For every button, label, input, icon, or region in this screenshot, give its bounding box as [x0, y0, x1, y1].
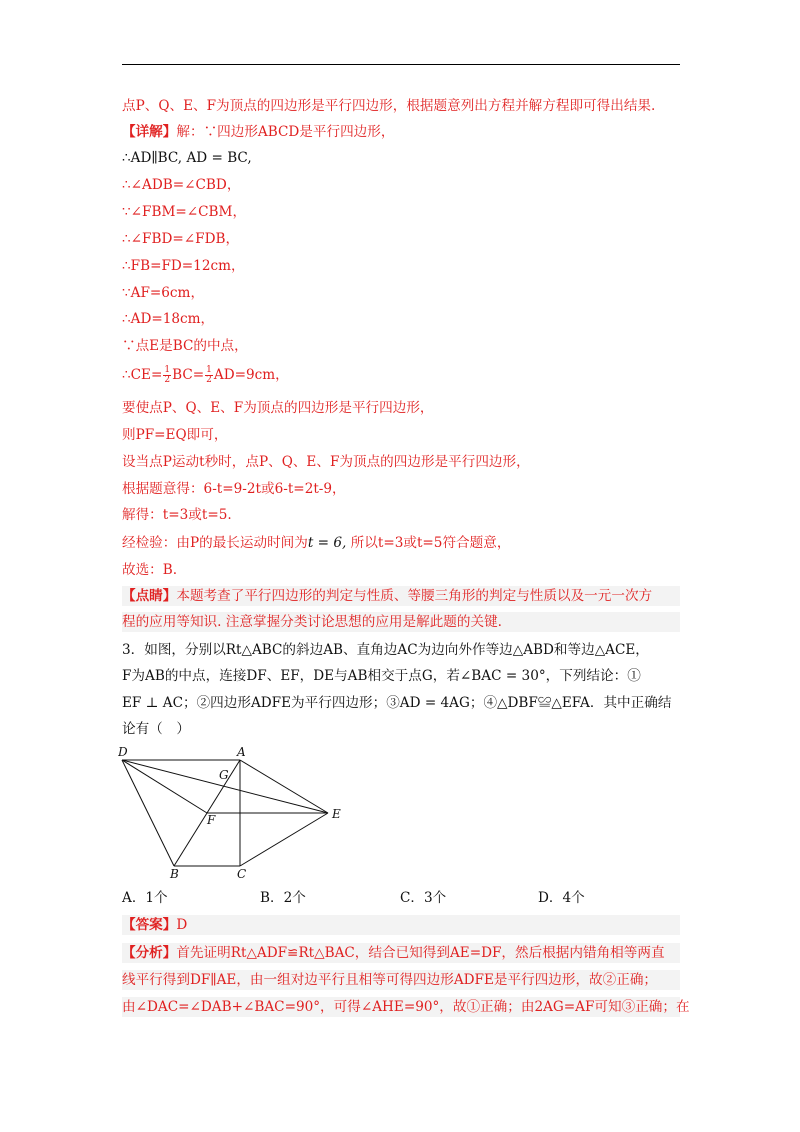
text-line: 故选：B.: [122, 562, 178, 578]
question-line: 3．如图，分别以Rt△ABC的斜边AB、直角边AC为边向外作等边△ABD和等边△ACE，: [122, 642, 649, 658]
text-line: 【点睛】本题考查了平行四边形的判定与性质、等腰三角形的判定与性质以及一元一次方: [122, 586, 680, 606]
comment-label: 【点睛】: [122, 588, 177, 604]
figure-label: B: [170, 867, 179, 881]
answer-value: D: [176, 917, 188, 933]
text-line: 根据题意得：6-t=9-2t或6-t=2t-9，: [122, 481, 346, 497]
text-line: ∴FB=FD=12cm，: [122, 258, 245, 274]
figure-label: F: [207, 813, 216, 827]
option-c[interactable]: C．3个: [400, 890, 447, 906]
text-line: ∵点E是BC的中点，: [122, 338, 248, 354]
figure-label: E: [332, 807, 341, 821]
question-line: F为AB的中点，连接DF、EF，DE与AB相交于点G，若∠BAC = 30°，下列结论：①: [122, 668, 641, 684]
text-line: 【详解】解：∵四边形ABCD是平行四边形，: [122, 124, 395, 140]
question-line: EF ⊥ AC；②四边形ADFE为平行四边形；③AD = 4AG；④△DBF≌△EFA．其中正确结: [122, 695, 672, 711]
analysis-line: 线平行得到DF∥AE，由一组对边平行且相等可得四边形ADFE是平行四边形，故②正确；: [122, 970, 680, 990]
text-line: ∴AD∥BC, AD = BC,: [122, 150, 252, 166]
figure-label: C: [237, 867, 247, 881]
text-line: ∴∠ADB=∠CBD，: [122, 177, 241, 193]
fraction-half: $\frac{1}{2}$: [206, 365, 212, 385]
fraction-half: $\frac{1}{2}$: [164, 365, 171, 385]
option-a[interactable]: A．1个: [122, 890, 168, 906]
header-rule: [122, 64, 680, 65]
text-line: ∴∠FBD=∠FDB，: [122, 231, 240, 247]
text-line: 则PF=EQ即可，: [122, 427, 228, 443]
figure-label: G: [219, 768, 229, 782]
option-b[interactable]: B．2个: [260, 890, 306, 906]
text-line: 要使点P、Q、E、F为顶点的四边形是平行四边形，: [122, 400, 434, 416]
text-line: ∴CE= $\frac{1}{2}$ BC= $\frac{1}{2}$ AD=9cm，: [122, 365, 289, 385]
answer-label: 【答案】: [122, 917, 177, 933]
figure-label: A: [237, 745, 246, 759]
geometry-figure: [118, 742, 348, 882]
analysis-line: 由∠DAC=∠DAB+∠BAC=90°，可得∠AHE=90°，故①正确；由2AG=AF可知③正确；在: [122, 999, 690, 1015]
text-line: 程的应用等知识. 注意掌握分类讨论思想的应用是解此题的关键.: [122, 612, 680, 632]
analysis-label: 【分析】: [122, 945, 177, 961]
text-line: ∴AD=18cm，: [122, 311, 215, 327]
analysis-line: 【分析】首先证明Rt△ADF≌Rt△BAC，结合已知得到AE=DF，然后根据内错角相等两直: [122, 943, 680, 963]
text-line: ∵AF=6cm，: [122, 285, 205, 301]
text-line: 经检验：由P的最长运动时间为t = 6, 所以t=3或t=5符合题意，: [122, 535, 511, 551]
answer-line: [122, 915, 680, 935]
text-line: 点P、Q、E、F为顶点的四边形是平行四边形，根据题意列出方程并解方程即可得出结果.: [122, 98, 656, 114]
text-line: 解得：t=3或t=5.: [122, 507, 232, 523]
question-line: 论有（ ）: [122, 721, 190, 737]
figure-label: D: [118, 745, 128, 759]
text-line: ∵∠FBM=∠CBM，: [122, 204, 247, 220]
detail-label: 【详解】: [122, 124, 177, 140]
text-line: 设当点P运动t秒时，点P、Q、E、F为顶点的四边形是平行四边形，: [122, 454, 530, 470]
option-d[interactable]: D．4个: [538, 890, 585, 906]
